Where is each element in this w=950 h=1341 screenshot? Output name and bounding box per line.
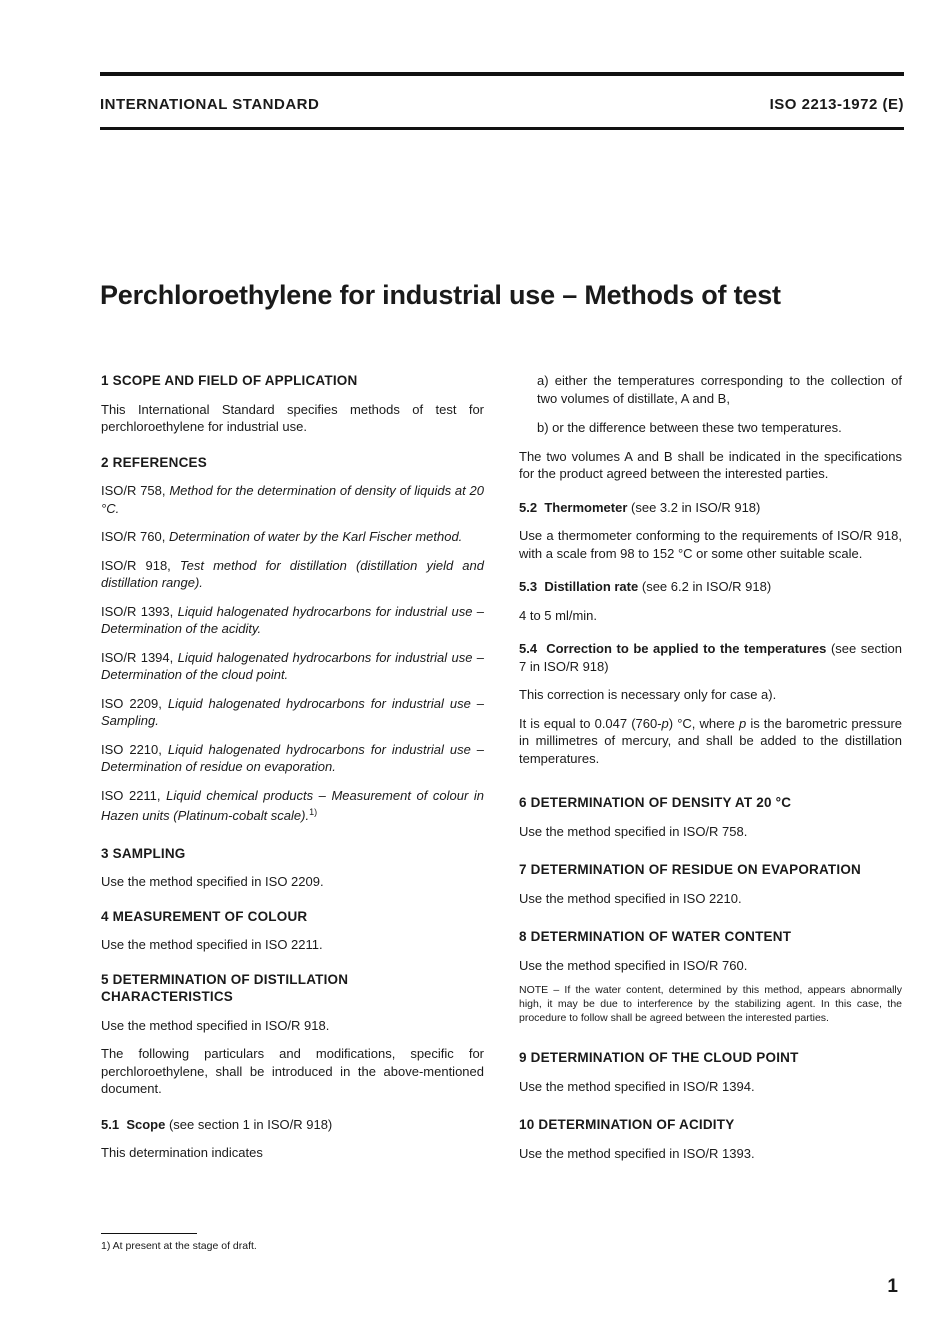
section-3-text: Use the method specified in ISO 2209. [101, 874, 324, 889]
header-left: INTERNATIONAL STANDARD [100, 96, 320, 113]
section-8-text: Use the method specified in ISO/R 760. [519, 957, 748, 973]
section-5-text-2: The following particulars and modifications, specific for perchloroethylene, shall be introduced in the above-mentioned document. [101, 1046, 484, 1096]
section-10-heading: 10 DETERMINATION OF ACIDITY [519, 1117, 735, 1132]
section-5-text: Use the method specified in ISO/R 918. [101, 1017, 330, 1033]
section-6-text: Use the method specified in ISO/R 758. [519, 823, 748, 839]
subsection-5-4-formula-text: It is equal to 0.047 (760-p) °C, where p is the barometric pressure in millimetres of mercury, and shall be added to the distillation temperatures. [519, 715, 902, 766]
subsection-5-2-heading: 5.2 Thermometer (see 3.2 in ISO/R 918) [519, 499, 761, 515]
footnote: 1) At present at the stage of draft. [101, 1240, 257, 1252]
section-8-note: NOTE – If the water content, determined by this method, appears abnormally high, it may be due to interference by the stabilizing agent. In this case, the procedure to follow shall be agreed between the interested parties. [519, 984, 902, 1024]
header-right: ISO 2213-1972 (E) [769, 96, 904, 113]
right-column [519, 372, 902, 1162]
section-10-text: Use the method specified in ISO/R 1393. [519, 1145, 755, 1161]
header-rule [100, 127, 904, 130]
section-5-heading: 5 DETERMINATION OF DISTILLATION CHARACTERISTICS [101, 971, 349, 1004]
subsection-5-3-text: 4 to 5 ml/min. [519, 607, 598, 623]
section-7-heading: 7 DETERMINATION OF RESIDUE ON EVAPORATION [519, 862, 861, 877]
left-column [101, 372, 484, 1162]
reference-item: ISO/R 918, Test method for distillation (distillation yield and distillation range). [101, 557, 484, 590]
subsection-5-2-text: Use a thermometer conforming to the requirements of ISO/R 918, with a scale from 98 to 152 °C or some other suitable scale. [519, 528, 902, 561]
list-item-a: a) either the temperatures corresponding to the collection of two volumes of distillate, A and B, [537, 373, 902, 406]
subsection-5-4-text: This correction is necessary only for case a). [519, 687, 777, 702]
section-9-text: Use the method specified in ISO/R 1394. [519, 1078, 755, 1094]
reference-item: ISO 2210, Liquid halogenated hydrocarbons for industrial use – Determination of residue on evaporation. [101, 741, 485, 774]
page-title: Perchloroethylene for industrial use – Methods of test [100, 280, 781, 310]
section-4-heading: 4 MEASUREMENT OF COLOUR [101, 908, 308, 924]
section-1-heading: 1 SCOPE AND FIELD OF APPLICATION [101, 373, 358, 388]
reference-item: ISO 2211, Liquid chemical products – Measurement of colour in Hazen units (Platinum-cobalt scale).$^{1)}$ [101, 787, 484, 823]
top-rule [100, 72, 904, 76]
section-9-heading: 9 DETERMINATION OF THE CLOUD POINT [519, 1050, 799, 1065]
page-number: 1 [887, 1276, 898, 1297]
section-2-heading: 2 REFERENCES [101, 454, 207, 470]
section-7-text: Use the method specified in ISO 2210. [519, 890, 742, 906]
subsection-5-1-text: This determination indicates [101, 1145, 263, 1160]
section-6-heading: 6 DETERMINATION OF DENSITY AT 20 °C [519, 795, 792, 810]
subsection-5-1-heading: 5.1 Scope (see section 1 in ISO/R 918) [101, 1116, 333, 1132]
items-followup-text: The two volumes A and B shall be indicated in the specifications for the product agreed between the interested parties. [519, 448, 902, 481]
section-8-heading: 8 DETERMINATION OF WATER CONTENT [519, 929, 792, 944]
list-item-b: b) or the difference between these two temperatures. [537, 420, 842, 435]
reference-item: ISO/R 758, Method for the determination of density of liquids at 20 °C. [101, 483, 484, 516]
subsection-5-3-heading: 5.3 Distillation rate (see 6.2 in ISO/R 918) [519, 579, 772, 594]
reference-item: ISO/R 760, Determination of water by the Karl Fischer method. [101, 529, 463, 544]
reference-item: ISO 2209, Liquid halogenated hydrocarbons for industrial use – Sampling. [101, 695, 485, 728]
subsection-5-4-heading: 5.4 Correction to be applied to the temperatures (see section 7 in ISO/R 918) [519, 641, 902, 674]
section-1-text: This International Standard specifies methods of test for perchloroethylene for industrial use. [101, 401, 484, 434]
footnote-rule [101, 1233, 197, 1234]
section-3-heading: 3 SAMPLING [101, 845, 186, 861]
section-4-text: Use the method specified in ISO 2211. [101, 937, 323, 952]
reference-item: ISO/R 1393, Liquid halogenated hydrocarbons for industrial use – Determination of the acidity. [101, 603, 485, 636]
reference-item: ISO/R 1394, Liquid halogenated hydrocarbons for industrial use – Determination of the cloud point. [101, 649, 485, 682]
footnote-mark: 1) [309, 807, 318, 817]
